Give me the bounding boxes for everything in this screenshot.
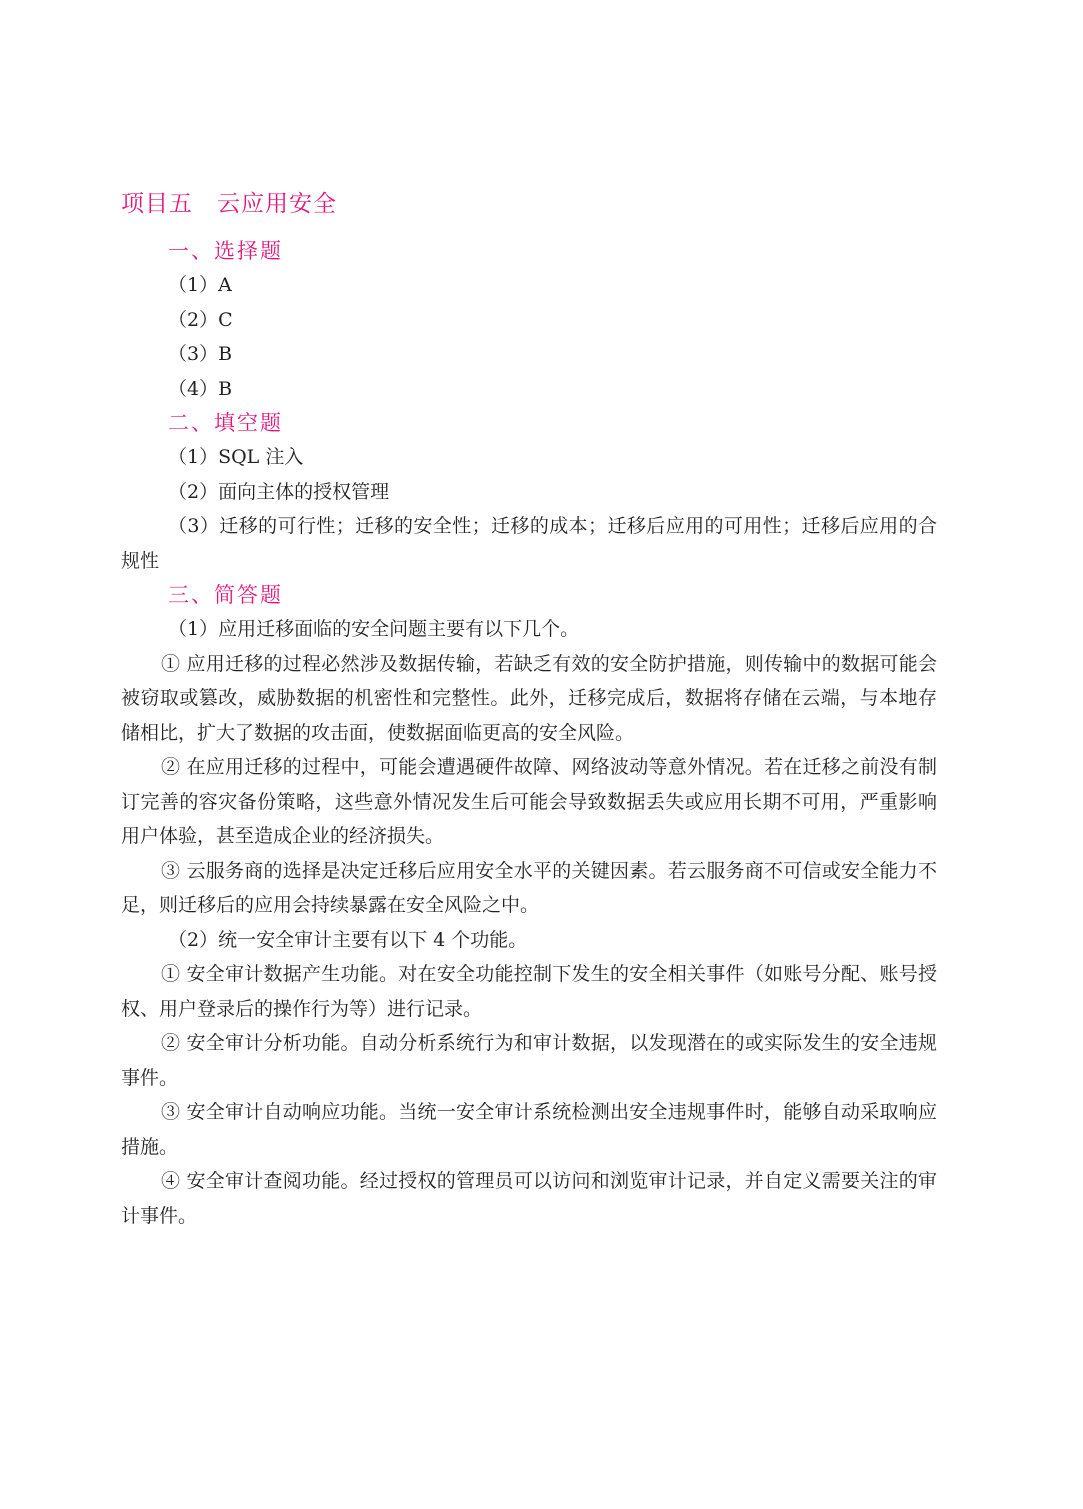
choice-answer: （2）C bbox=[168, 308, 233, 331]
answer-point: ③ 云服务商的选择是决定迁移后应用安全水平的关键因素。若云服务商不可信或安全能力不足，则迁移后的应用会持续暴露在安全风险之中。 bbox=[121, 859, 937, 916]
choice-answer: （4）B bbox=[168, 377, 233, 400]
chapter-title: 项目五 云应用安全 bbox=[121, 191, 337, 217]
answer-point: ② 在应用迁移的过程中，可能会遭遇硬件故障、网络波动等意外情况。若在迁移之前没有制订完善的容灾备份策略，这些意外情况发生后可能会导致数据丢失或应用长期不可用，严重影响用户体验，甚至造成企业的经济损失。 bbox=[121, 756, 937, 847]
fill-blank-answer: （3）迁移的可行性；迁移的安全性；迁移的成本；迁移后应用的可用性；迁移后应用的合规性 bbox=[121, 515, 937, 572]
fill-blank-answer: （1）SQL 注入 bbox=[168, 446, 304, 468]
page-content bbox=[121, 188, 937, 1233]
question-intro: （1）应用迁移面临的安全问题主要有以下几个。 bbox=[168, 618, 580, 640]
answer-point: ① 安全审计数据产生功能。对在安全功能控制下发生的安全相关事件（如账号分配、账号授权、用户登录后的操作行为等）进行记录。 bbox=[121, 963, 937, 1020]
answer-point: ③ 安全审计自动响应功能。当统一安全审计系统检测出安全违规事件时，能够自动采取响应措施。 bbox=[121, 1101, 937, 1158]
section-heading-choice: 一、选择题 bbox=[168, 239, 283, 263]
section-heading-fill-blank: 二、填空题 bbox=[168, 411, 283, 435]
answer-point: ④ 安全审计查阅功能。经过授权的管理员可以访问和浏览审计记录，并自定义需要关注的审计事件。 bbox=[121, 1170, 937, 1227]
question-intro: （2）统一安全审计主要有以下 4 个功能。 bbox=[168, 928, 528, 951]
section-heading-short-answer: 三、简答题 bbox=[168, 583, 283, 607]
choice-answer: （3）B bbox=[168, 343, 233, 365]
fill-blank-answer: （2）面向主体的授权管理 bbox=[168, 480, 390, 503]
answer-point: ① 应用迁移的过程必然涉及数据传输，若缺乏有效的安全防护措施，则传输中的数据可能会被窃取或篡改，威胁数据的机密性和完整性。此外，迁移完成后，数据将存储在云端，与本地存储相比，扩大了数据的攻击面，使数据面临更高的安全风险。 bbox=[121, 652, 937, 744]
answer-point: ② 安全审计分析功能。自动分析系统行为和审计数据，以发现潜在的或实际发生的安全违规事件。 bbox=[121, 1032, 937, 1089]
choice-answer: （1）A bbox=[168, 274, 232, 296]
